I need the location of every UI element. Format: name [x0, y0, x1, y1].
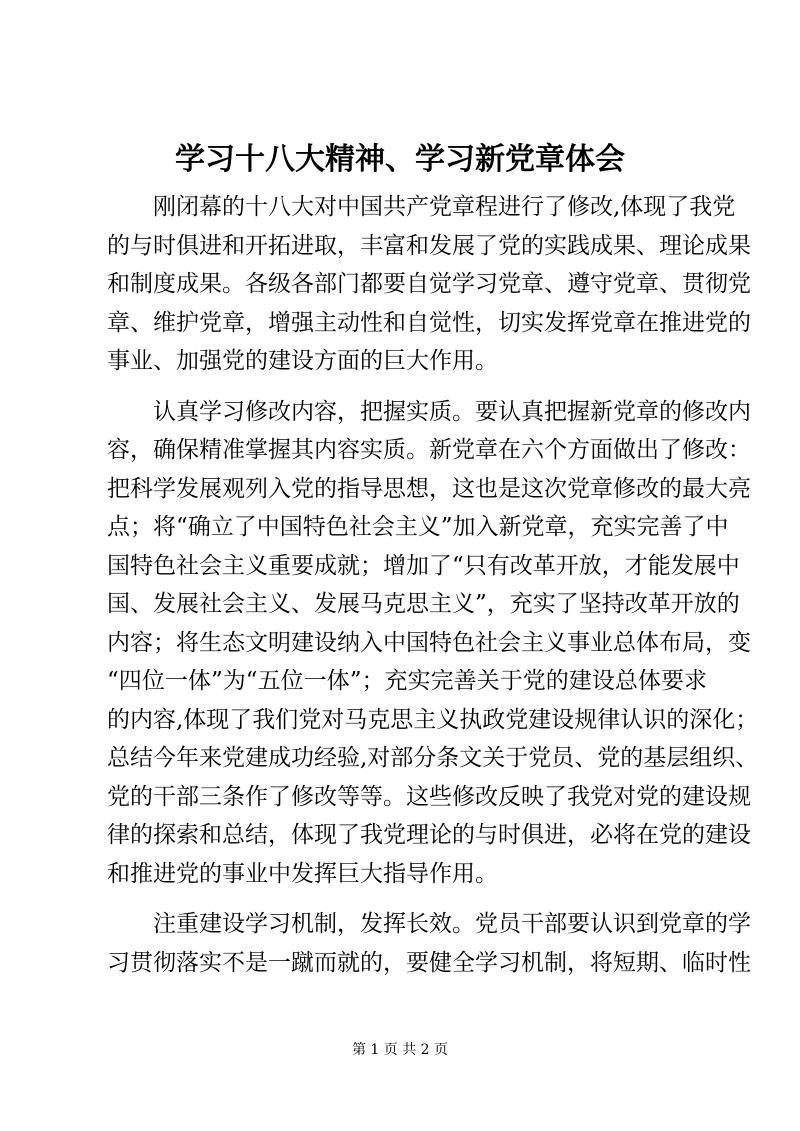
text-line: 国特色社会主义重要成就；增加了“只有改革开放，才能发展中 — [107, 552, 740, 579]
text-line: 的与时俱进和开拓进取，丰富和发展了党的实践成果、理论成果 — [107, 232, 751, 259]
text-line: 容，确保精准掌握其内容实质。新党章在六个方面做出了修改： — [107, 437, 751, 463]
document-body — [107, 188, 759, 994]
text-line: 的内容,体现了我们党对马克思主义执政党建设规律认识的深化； — [107, 706, 759, 733]
text-line: 总结今年来党建成功经验,对部分条文关于党员、党的基层组织、 — [107, 745, 759, 771]
text-line: 事业、加强党的建设方面的巨大作用。 — [107, 348, 498, 374]
text-line: 内容；将生态文明建设纳入中国特色社会主义事业总体布局，变 — [107, 629, 751, 656]
text-line: 刚闭幕的十八大对中国共产党章程进行了修改,体现了我党 — [153, 194, 736, 220]
document-title: 学习十八大精神、学习新党章体会 — [175, 142, 625, 177]
text-line: 把科学发展观列入党的指导思想，这也是这次党章修改的最大亮 — [107, 475, 751, 502]
text-line: 国、发展社会主义、发展马克思主义”，充实了坚持改革开放的 — [107, 591, 740, 617]
text-line: “四位一体”为“五位一体”；充实完善关于党的建设总体要求 — [107, 668, 707, 694]
text-line: 章、维护党章，增强主动性和自觉性，切实发挥党章在推进党的 — [107, 309, 751, 336]
text-line: 认真学习修改内容，把握实质。要认真把握新党章的修改内 — [153, 398, 751, 425]
text-line: 习贯彻落实不是一蹴而就的，要健全学习机制，将短期、临时性 — [107, 949, 751, 976]
text-line: 党的干部三条作了修改等等。这些修改反映了我党对党的建设规 — [107, 783, 751, 810]
paragraph-3 — [107, 905, 751, 982]
text-line: 注重建设学习机制，发挥长效。党员干部要认识到党章的学 — [153, 911, 751, 937]
text-line: 和制度成果。各级各部门都要自觉学习党章、遵守党章、贯彻党 — [107, 271, 751, 297]
text-line: 和推进党的事业中发挥巨大指导作用。 — [107, 860, 498, 887]
paragraph-1 — [107, 188, 751, 381]
text-line: 律的探索和总结，体现了我党理论的与时俱进，必将在党的建设 — [107, 822, 751, 848]
page-number-footer: 第 1 页 共 2 页 — [351, 1042, 449, 1058]
text-line: 点；将“确立了中国特色社会主义”加入新党章，充实完善了中 — [107, 514, 729, 540]
paragraph-2 — [107, 393, 759, 894]
